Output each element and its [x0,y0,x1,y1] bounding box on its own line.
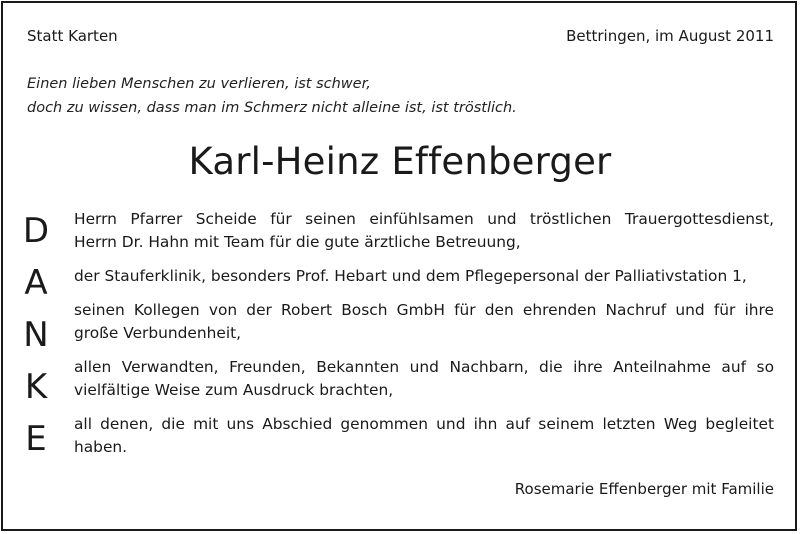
thanks-2-line-1: der Stauferklinik, besonders Prof. Hebart und dem Pflegepersonal der Palliativstation 1, [74,267,747,285]
danke-letter-n: N [23,315,49,355]
header-statt-karten: Statt Karten [27,27,118,45]
deceased-name: Karl-Heinz Effenberger [188,140,612,183]
danke-letter-e: E [25,419,47,459]
thanks-1-line-2: Herrn Dr. Hahn mit Team für die gute ärztliche Betreuung, [74,233,521,251]
quote-line-2: doch zu wissen, dass man im Schmerz nicht alleine ist, ist tröstlich. [27,100,517,116]
thanks-3-line-2: große Verbundenheit, [74,324,242,342]
thanks-4-line-2: vielfältige Weise zum Ausdruck brachten, [74,381,394,399]
signature: Rosemarie Effenberger mit Familie [514,480,774,498]
danke-letter-k: K [24,367,48,407]
quote-line-1: Einen lieben Menschen zu verlieren, ist schwer, [27,76,371,92]
thanks-5-line-2: haben. [74,438,128,456]
thanks-4-line-1: allen Verwandten, Freunden, Bekannten und Nachbarn, die ihre Anteilnahme auf so [74,358,774,376]
thanks-3-line-1: seinen Kollegen von der Robert Bosch GmbH für den ehrenden Nachruf und für ihre [74,301,774,319]
danke-letter-d: D [22,211,50,251]
danke-letter-a: A [24,263,48,303]
header-place-date: Bettringen, im August 2011 [566,27,774,45]
thanks-1-line-1: Herrn Pfarrer Scheide für seinen einfühlsamen und tröstlichen Trauergottesdienst, [74,210,774,228]
thanks-5-line-1: all denen, die mit uns Abschied genommen und ihn auf seinem letzten Weg begleitet [74,415,774,433]
